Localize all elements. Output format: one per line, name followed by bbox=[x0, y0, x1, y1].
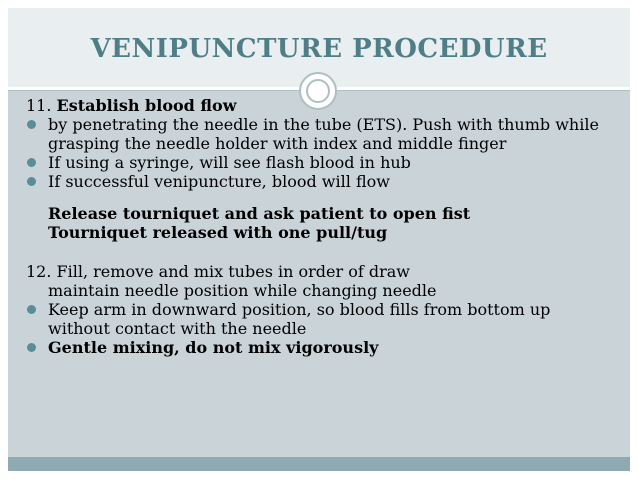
bullet-text: Keep arm in downward position, so blood fills from bottom up bbox=[48, 300, 551, 319]
bullet-text: by penetrating the needle in the tube (ETS). Push with thumb while bbox=[48, 115, 599, 134]
bullet-text: Gentle mixing, do not mix vigorously bbox=[48, 338, 379, 357]
step-11-number: 11. bbox=[26, 96, 57, 115]
step-12-subline: maintain needle position while changing needle bbox=[48, 281, 437, 300]
slide-title: VENIPUNCTURE PROCEDURE bbox=[90, 34, 548, 64]
note-line: Release tourniquet and ask patient to open fist bbox=[48, 204, 471, 223]
step-11-heading bbox=[8, 96, 620, 115]
bullet-item bbox=[8, 115, 620, 134]
bullet-item bbox=[8, 153, 620, 172]
bullet-text: without contact with the needle bbox=[48, 319, 307, 338]
bullet-icon bbox=[27, 343, 36, 352]
bullet-text: grasping the needle holder with index and middle finger bbox=[48, 134, 507, 153]
bullet-continuation bbox=[8, 319, 620, 338]
bullet-text: If successful venipuncture, blood will flow bbox=[48, 172, 390, 191]
slide-body bbox=[8, 96, 620, 357]
bullet-icon bbox=[27, 177, 36, 186]
bullet-icon bbox=[27, 158, 36, 167]
bullet-item bbox=[8, 172, 620, 191]
bullet-icon bbox=[27, 120, 36, 129]
bullet-item bbox=[8, 338, 620, 357]
bullet-item bbox=[8, 300, 620, 319]
bullet-continuation bbox=[8, 134, 620, 153]
step-12-heading: 12. Fill, remove and mix tubes in order of draw bbox=[26, 262, 410, 281]
bullet-icon bbox=[27, 305, 36, 314]
footer-band bbox=[8, 457, 630, 471]
note-line: Tourniquet released with one pull/tug bbox=[48, 223, 388, 242]
bullet-text: If using a syringe, will see flash blood in hub bbox=[48, 153, 411, 172]
step-11-title: Establish blood flow bbox=[56, 96, 237, 115]
